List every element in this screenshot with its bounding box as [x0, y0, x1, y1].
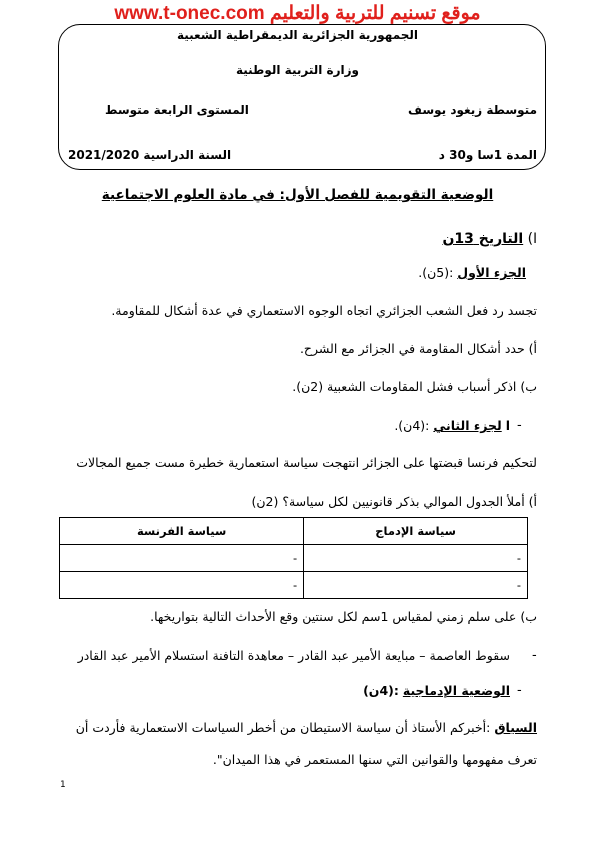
- part1-question-a: أ) حدد أشكال المقاومة في الجزائر مع الشرح.: [299, 341, 537, 356]
- integration-context: [76, 720, 537, 735]
- part1-heading: [418, 265, 526, 280]
- ministry-title: وزارة التربية الوطنية: [235, 63, 359, 77]
- table-header-row: [60, 518, 528, 545]
- site-watermark: www.t-onec.com موقع تسنيم للتربية والتعليم: [114, 3, 481, 24]
- events-list: سقوط العاصمة – مبايعة الأمير عبد القادر – معاهدة التافنة استسلام الأمير عبد القادر: [77, 648, 510, 663]
- school-year: السنة الدراسية 2021/2020: [68, 148, 232, 162]
- context-line1: :أخبركم الأستاذ أن سياسة الاستيطان من أخطر السياسات الاستعمارية فأردت أن: [75, 720, 491, 735]
- table-header: سياسة الفرنسة: [60, 518, 304, 545]
- table-header: سياسة الإدماج: [304, 518, 528, 545]
- republic-title: الجمهورية الجزائرية الديمقراطية الشعبية: [176, 28, 419, 42]
- integration-label: الوضعية الإدماجية: [402, 683, 510, 698]
- table-cell[interactable]: [304, 572, 528, 599]
- part2-question-b: ب) على سلم زمني لمقياس 1سم لكل سنتين وقع الأحداث التالية بتواريخها.: [150, 609, 537, 624]
- part1-points: :(5ن).: [418, 265, 454, 280]
- section-history: [442, 231, 537, 247]
- part2-points: :(4ن).: [394, 418, 430, 433]
- page-number: 1: [60, 780, 66, 790]
- table-row: [60, 545, 528, 572]
- exam-title: الوضعية التقويمية للفصل الأول: في مادة العلوم الاجتماعية: [101, 187, 494, 203]
- part2-intro: لتحكيم فرنسا قبضتها على الجزائر انتهجت سياسة استعمارية خطيرة مست جميع المجالات: [76, 455, 537, 470]
- school-name: متوسطة زيغود يوسف: [408, 103, 537, 117]
- table-cell[interactable]: [304, 545, 528, 572]
- context-line2: تعرف مفهومها والقوانين التي سنها المستعمر في هذا الميدان".: [212, 752, 537, 767]
- cell-dash: -: [516, 551, 521, 565]
- section-number: ا): [527, 231, 537, 247]
- part2-prefix: ا: [505, 418, 510, 433]
- history-heading: التاريخ 13ن: [442, 231, 524, 247]
- part1-question-b: ب) اذكر أسباب فشل المقاومات الشعبية (2ن).: [292, 379, 537, 394]
- context-label: السياق: [494, 720, 537, 735]
- part1-label: الجزء الأول: [457, 265, 526, 280]
- bullet-dash: -: [532, 648, 537, 663]
- bullet-dash: -: [517, 683, 522, 698]
- part2-label: لجزء الثاني: [433, 418, 502, 433]
- integration-points: :(4ن): [363, 683, 399, 698]
- level-label: المستوى الرابعة متوسط: [105, 103, 249, 117]
- integration-heading: [363, 683, 510, 698]
- cell-dash: -: [293, 578, 298, 592]
- policy-table: [59, 517, 528, 599]
- table-cell[interactable]: [60, 545, 304, 572]
- cell-dash: -: [516, 578, 521, 592]
- part1-intro: تجسد رد فعل الشعب الجزائري اتجاه الوجوه الاستعماري في عدة أشكال للمقاومة.: [111, 303, 537, 318]
- table-cell[interactable]: [60, 572, 304, 599]
- part2-heading: [394, 418, 510, 433]
- part2-question-a: أ) أملأ الجدول الموالي بذكر قانونيين لكل سياسة؟ (2ن): [251, 494, 537, 509]
- exam-duration: المدة 1سا و30 د: [438, 148, 537, 162]
- table-row: [60, 572, 528, 599]
- bullet-dash: -: [517, 418, 522, 433]
- cell-dash: -: [293, 551, 298, 565]
